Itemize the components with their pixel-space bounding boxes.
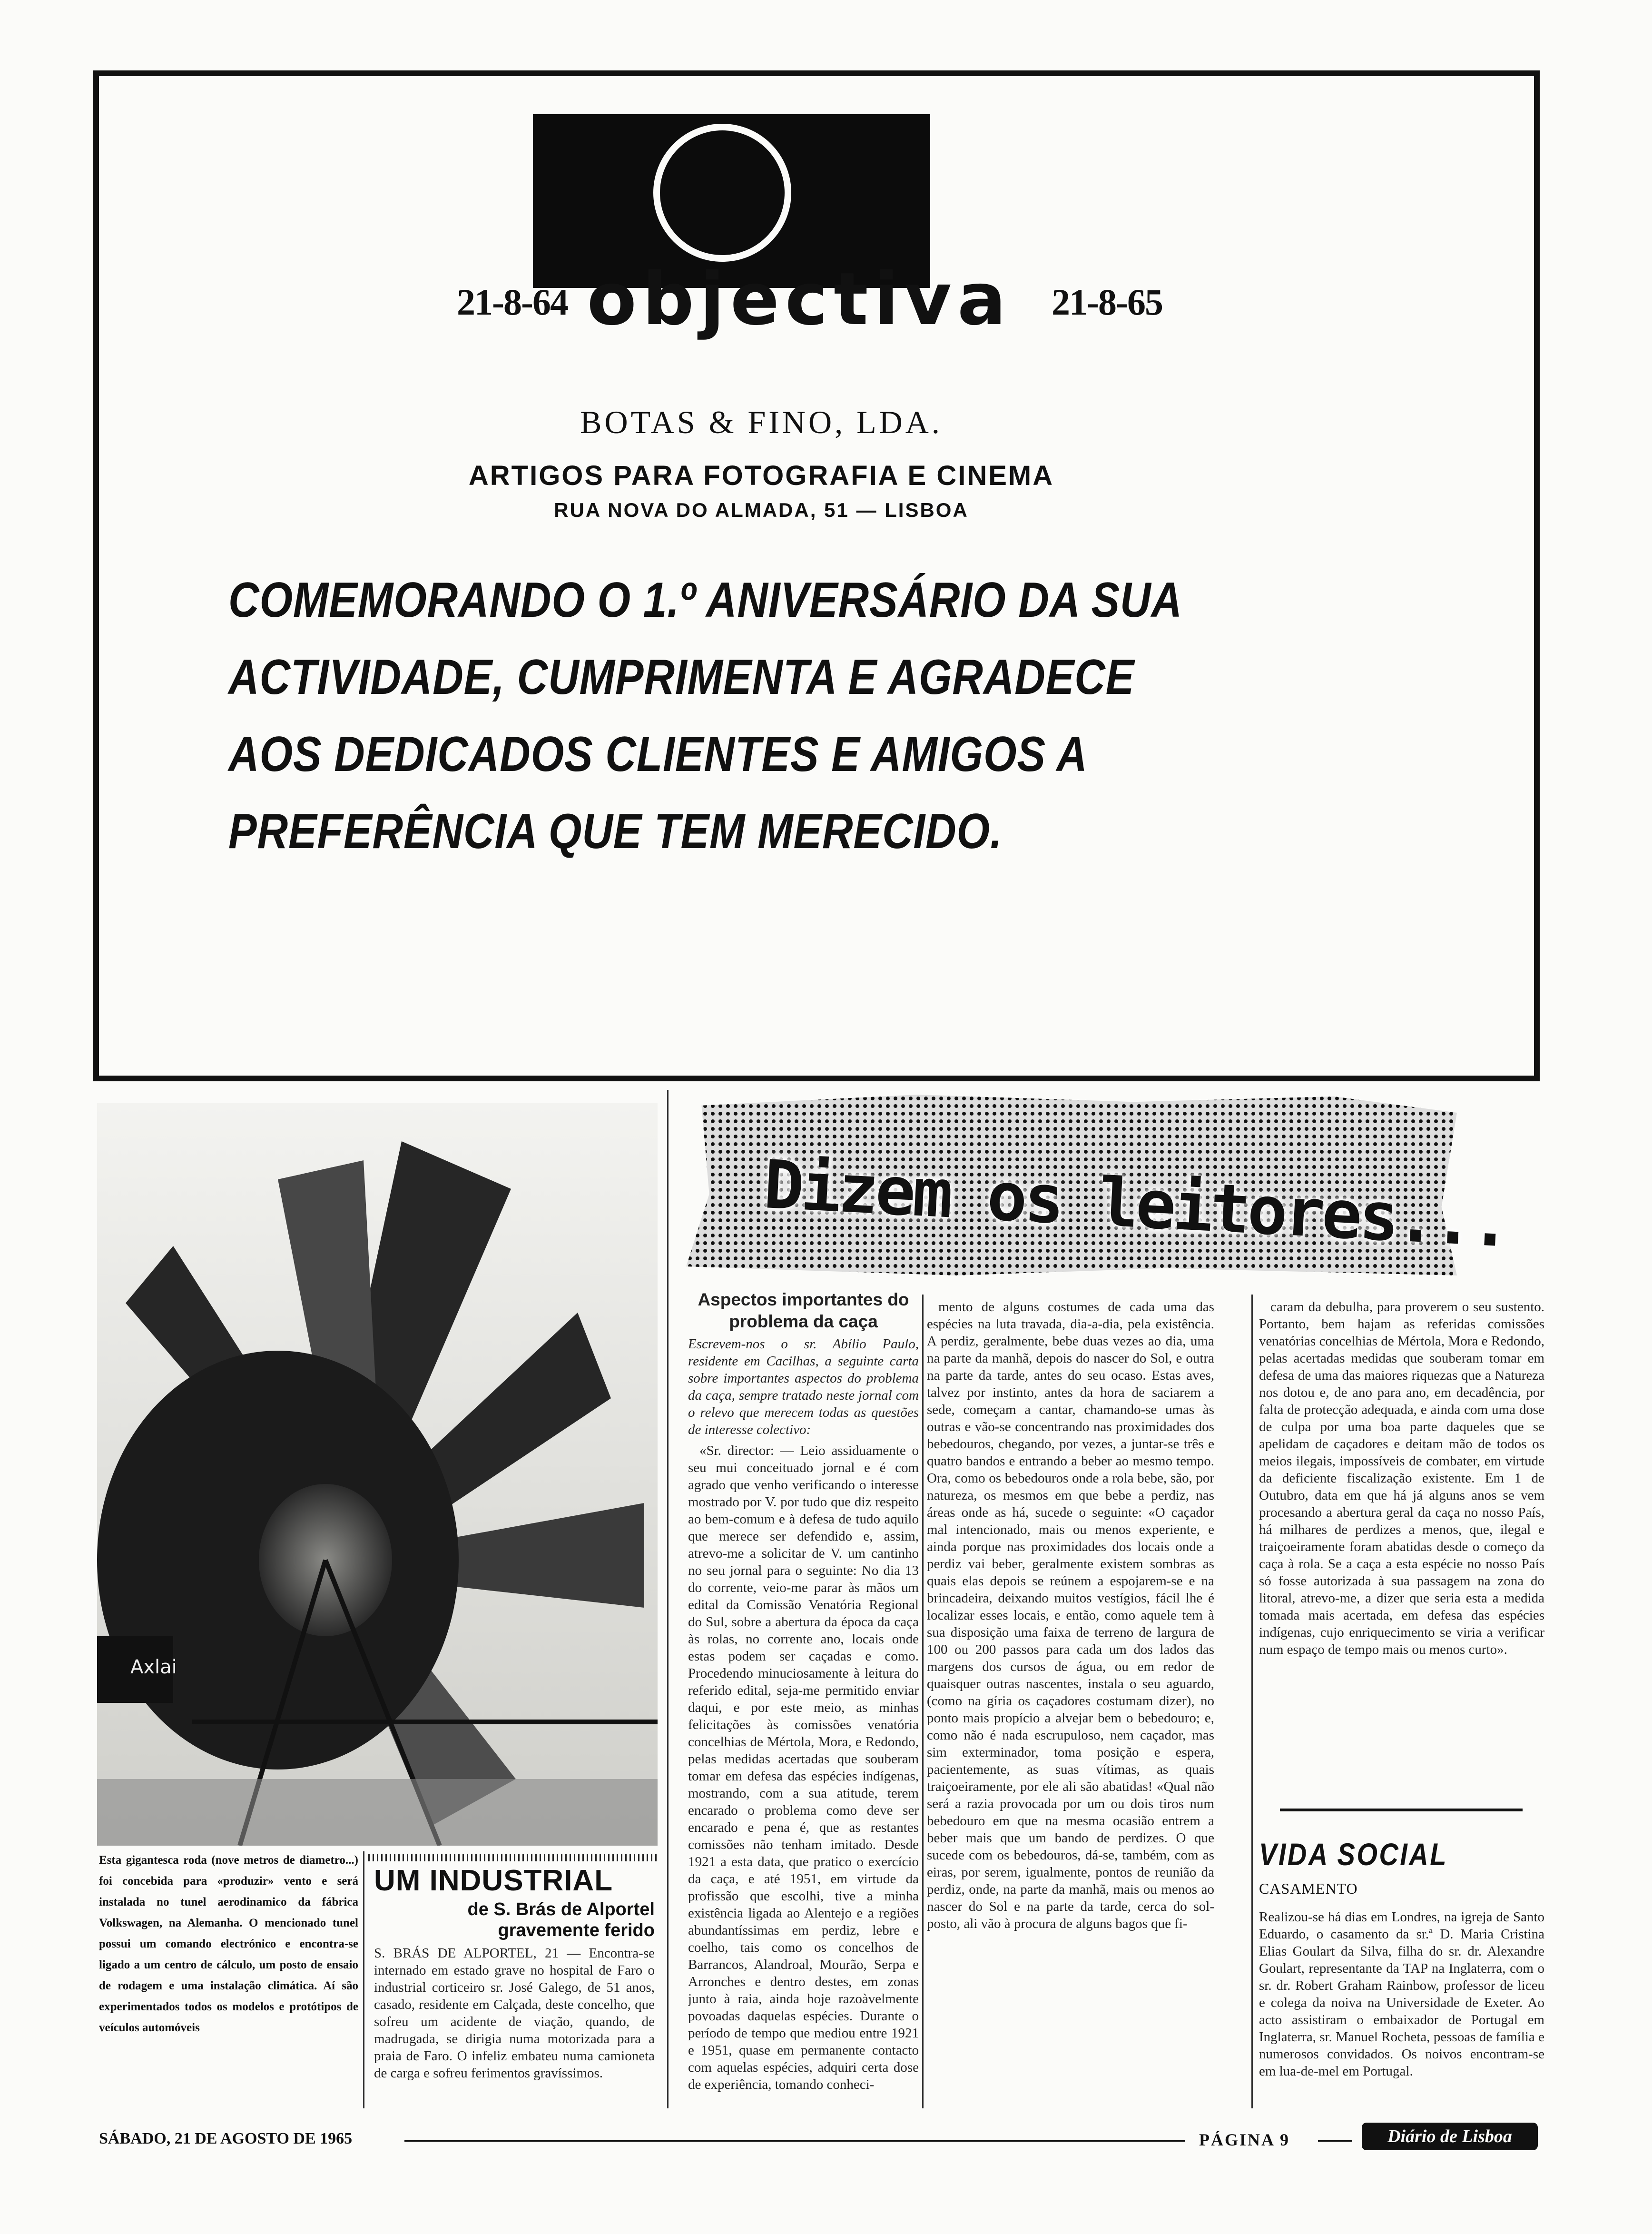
column-divider xyxy=(363,1851,364,2108)
letter-column-1 xyxy=(688,1289,919,2107)
letter-column-2 xyxy=(927,1298,1214,2107)
column-divider xyxy=(1251,1295,1253,2108)
photo-sign-text: Axlai xyxy=(130,1656,177,1678)
products-line: ARTIGOS PARA FOTOGRAFIA E CINEMA xyxy=(468,460,1054,491)
company-name: BOTAS & FINO, LDA. xyxy=(580,404,943,440)
brand-name: objectiva xyxy=(587,257,1012,341)
industrial-subhead: de S. Brás de Alportel gravemente ferido xyxy=(467,1899,655,1940)
vida-social-title: VIDA SOCIAL xyxy=(1259,1837,1448,1872)
lens-ring-icon xyxy=(653,124,791,262)
section-banner-title: Dizem os leitores... xyxy=(762,1146,1510,1263)
ad-date-end: 21-8-65 xyxy=(1052,281,1162,323)
ad-date-start: 21-8-64 xyxy=(457,281,568,323)
wind-wheel-photo xyxy=(97,1103,658,1846)
industrial-body: S. BRÁS DE ALPORTEL, 21 — Encontra-se internado em estado grave no hospital de Faro o industrial corticeiro sr. José Galego, de 51 anos, casado, residente em Calçada, deste concelho, que sofreu um acidente de viação, quando, de madrugada, se dirigia numa motorizada para a praia de Faro. O infeliz embateu numa camioneta de carga e sofreu ferimentos gravíssimos. xyxy=(374,1946,655,2081)
newspaper-masthead: Diário de Lisboa xyxy=(1362,2123,1538,2150)
industrial-headline: UM INDUSTRIAL xyxy=(374,1864,613,1897)
letter-intro: Escrevem-nos o sr. Abílio Paulo, residente em Cacilhas, a seguinte carta sobre importantes aspectos do problema da caça, sempre tratado neste jornal com o relevo que merecem todas as questões de interesse colectivo: xyxy=(688,1336,919,1437)
letter-column-3 xyxy=(1259,1298,1544,1784)
column-divider xyxy=(667,1090,669,2108)
letter-body-2: mento de alguns costumes de cada uma das espécies na luta travada, dia-a-dia, pela existência. A perdiz, geralmente, bebe duas vezes ao dia, uma na parte da manhã, depois do nascer do Sol, e outra na parte da tarde, antes do seu ocaso. Estas aves, talvez por instinto, antes da hora de saciarem a sede, começam a cantar, chamando-se umas às outras e vão-se concentrando nas proximidades dos bebedouros, chegando, por vezes, a juntar-se três e quatro bandos e entrando a beber ao mesmo tempo. Ora, como os bebedouros onde a rola bebe, são, por natureza, os mesmos em que bebe a perdiz, nas áreas onde as há, sucede o seguinte: «O caçador mal intencionado, mais ou menos experiente, e ainda porque nas proximidades dos locais onde a perdiz vai beber, geralmente existem sombras as quais elas depois se reúnem a espojarem-se e na brincadeira, deixando muitos vestígios, fácil lhe é localizar esses locais, e então, como aquele tem à sua disposição uma faixa de terreno de largura de 100 ou 200 passos para cada um dos lados das margens dos cursos de água, ou em redor de quaisquer outras nascentes, instala o seu aguardo, (como na gíria os caçadores costumam dizer), no ponto mais propício a alvejar bem o bebedouro; e, como não é nada escrupuloso, nem caçador, mas sim exterminador, toma posição e espera, pacientemente, as suas vítimas, as quais traiçoeiramente, por ele ali são abatidas! «Qual não será a razia provocada por um ou dois tiros num bebedouro em que na mesma ocasião entrem a beber mais que um bando de perdizes. O que sucede com os bebedouros, dá-se, também, com as eiras, por serem, igualmente, pontos de reunião da perdiz, onde, na parte da manhã, mais ou menos ao nascer do Sol e na parte da tarde, cerca do sol-posto, ali vão à procura de alguns bagos que fi- xyxy=(927,1299,1214,1931)
vida-social-category: CASAMENTO xyxy=(1259,1880,1358,1897)
page-number: PÁGINA 9 xyxy=(1199,2130,1290,2149)
letter-body-1: «Sr. director: — Leio assiduamente o seu mui conceituado jornal e é com agrado que venho verificando o interesse mostrado por V. por tudo que diz respeito ao bem-comum e à defesa de tudo aquilo que merece ser defendido e, assim, atrevo-me a solicitar de V. um cantinho no seu jornal para o seguinte: No dia 13 do corrente, veio-me parar às mãos um edital da Comissão Venatória Regional do Sul, sobre a abertura da época da caça às rolas, no corrente ano, locais onde estas podem ser caçadas e como. Procedendo minuciosamente à leitura do referido edital, seja-me permitido enviar daqui, e por este meio, as minhas felicitações às comissões venatória concelhias de Mértola, Mora, e Redondo, pelas medidas acertadas que souberam tomar em defesa das espécies indígenas, mostrando, com a sua atitude, terem encarado o problema como deve ser encarado e pena é, que as restantes comissões não tenham imitado. Desde 1921 a esta data, que pratico o exercício da caça, e até 1951, em virtude da profissão que escolhi, tive a minha existência ligada ao Alentejo e a regiões abundantíssimas em perdiz, lebre e coelho, tais como os concelhos de Barrancos, Alandroal, Mourão, Serpa e Arronches e dentro destes, em zonas junto à raia, ainda hoje razoàvelmente povoadas daquelas espécies. Durante o período de tempo que mediou entre 1921 e 1951, quase em permanente contacto com aquelas espécies, adquiri certa dose de experiência, tomando conheci- xyxy=(688,1443,919,2092)
headline-rule xyxy=(368,1854,659,1861)
letter-heading: Aspectos importantes do problema da caça xyxy=(698,1290,909,1331)
footer-rule xyxy=(404,2140,1185,2142)
footer-rule xyxy=(1318,2140,1352,2142)
footer-date: SÁBADO, 21 DE AGOSTO DE 1965 xyxy=(99,2130,353,2147)
section-rule xyxy=(1280,1809,1523,1811)
vida-social-body: Realizou-se há dias em Londres, na igreja de Santo Eduardo, o casamento da sr.ª D. Maria Cristina Elias Goulart da Silva, filha do sr. dr. Alexandre Goulart, representante da TAP na Inglaterra, com o sr. dr. Robert Graham Rainbow, professor de liceu e colega da noiva na Universidade de Exeter. Ao acto assistiram o embaixador de Portugal em Inglaterra, sr. Manuel Rocheta, pessoas de família e numerosos convidados. Os noivos encontram-se em lua-de-mel em Portugal. xyxy=(1259,1909,1544,2079)
letter-body-3: caram da debulha, para proverem o seu sustento. Portanto, bem hajam as referidas comissões venatórias concelhias de Mértola, Mora e Redondo, pelas acertadas medidas que souberam tomar em defesa de uma das maiores riquezas que a Natureza nos dotou e, de ano para ano, em decadência, por falta de protecção adequada, e ainda com uma dose de culpa por uma boa parte daqueles que se apelidam de caçadores e deitam mão de todos os meios ilegais, impossíveis de combater, em virtude da deficiente fiscalização existente. Em 1 de Outubro, data em que há já alguns anos se vem procesando a abertura geral da caça no nosso País, há milhares de perdizes a menos, que, ilegal e traiçoeiramente foram abatidas desde o começo da caça à rola. Se a caça a esta espécie no nosso País só fosse autorizada à sua passagem na zona do litoral, atrevo-me, a dizer que seria esta a medida tomada mais acertada, em defesa das espécies indígenas, cujo enriquecimento se viria a verificar num espaço de tempo mais ou menos curto». xyxy=(1259,1299,1544,1657)
column-divider xyxy=(922,1295,924,2108)
photo-caption: Esta gigantesca roda (nove metros de diametro...) foi concebida para «produzir» vento e será instalada no tunel aerodinamico da fábrica Volkswagen, na Alemanha. O mencionado tunel possui um comando electrónico e encontra-se ligado a um centro de cálculo, um posto de ensaio de rodagem e uma instalação climática. Aí são experimentados todos os modelos e protótipos de veículos automóveis xyxy=(99,1854,358,2034)
address-line: RUA NOVA DO ALMADA, 51 — LISBOA xyxy=(554,499,969,521)
ad-message: COMEMORANDO O 1.º ANIVERSÁRIO DA SUA ACTIVIDADE, CUMPRIMENTA E AGRADECE AOS DEDICADOS CLIENTES E AMIGOS A PREFERÊNCIA QUE TEM MERECIDO. xyxy=(228,573,1181,859)
